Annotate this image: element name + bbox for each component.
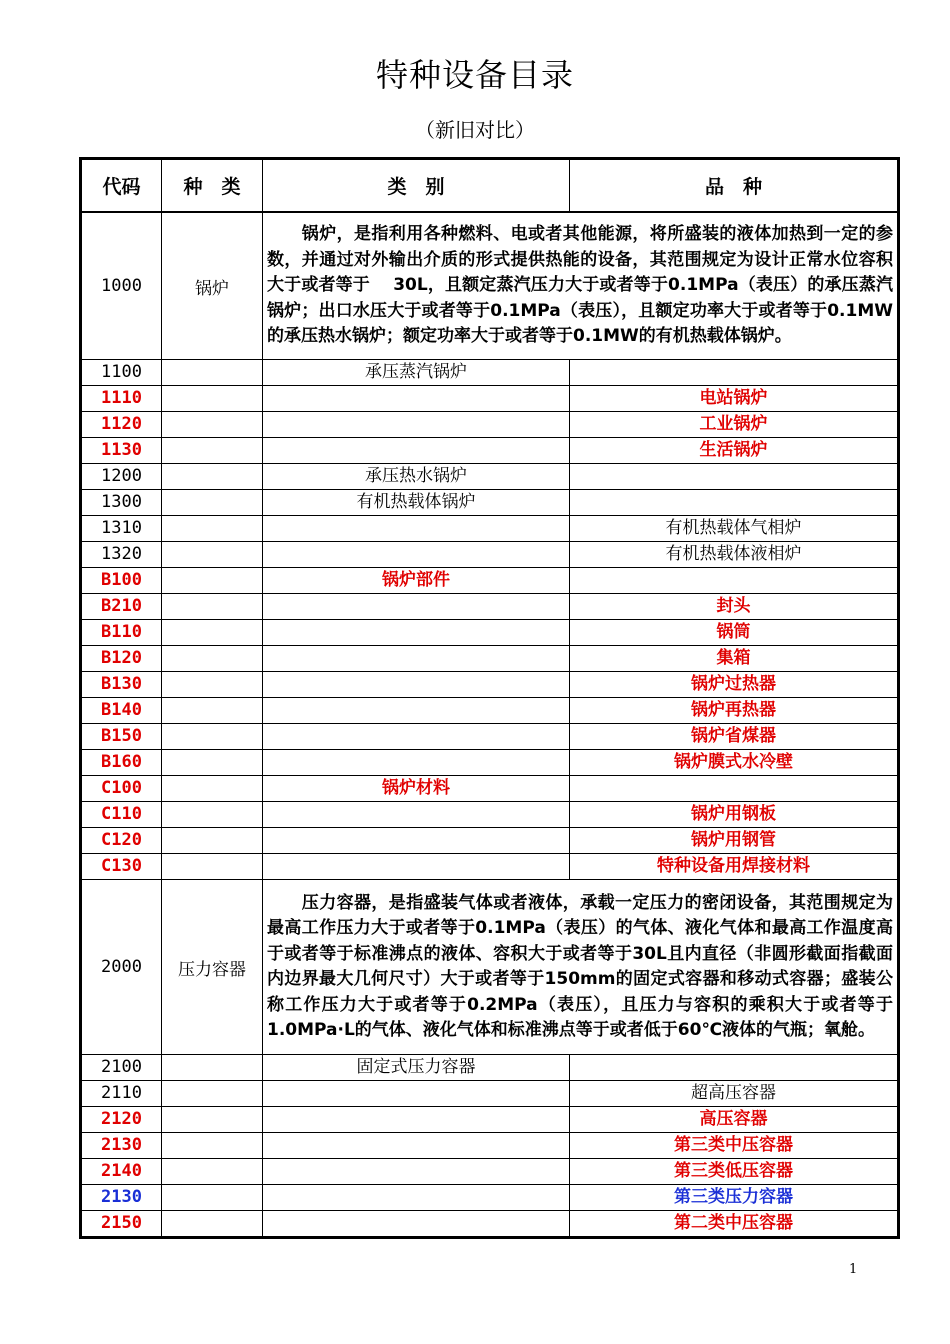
row-category: [263, 1185, 570, 1211]
table-row: [81, 854, 899, 880]
row-kind: [162, 516, 263, 542]
table-row: [81, 1133, 899, 1159]
row-category: [263, 620, 570, 646]
row-code: 1100: [81, 360, 162, 386]
row-code: 1300: [81, 490, 162, 516]
table-row: [81, 1185, 899, 1211]
row-category: [263, 672, 570, 698]
row-code: B110: [81, 620, 162, 646]
row-kind: [162, 1133, 263, 1159]
row-code: C130: [81, 854, 162, 880]
row-variety: 第二类中压容器: [570, 1211, 899, 1238]
row-code: 1200: [81, 464, 162, 490]
row-variety: 集箱: [570, 646, 899, 672]
row-kind: [162, 568, 263, 594]
table-row: [81, 568, 899, 594]
table-row: [81, 802, 899, 828]
header-kind: 种 类: [162, 159, 263, 213]
table-row: [81, 360, 899, 386]
table-row: [81, 646, 899, 672]
row-category: 锅炉部件: [263, 568, 570, 594]
row-category: [263, 386, 570, 412]
table-header-row: [81, 159, 899, 213]
table-row: [81, 464, 899, 490]
table-row: [81, 594, 899, 620]
row-code: 2100: [81, 1055, 162, 1081]
row-code: B160: [81, 750, 162, 776]
row-code: B120: [81, 646, 162, 672]
section-kind: 压力容器: [162, 880, 263, 1055]
section-kind: 锅炉: [162, 212, 263, 360]
document-title: 特种设备目录: [375, 56, 574, 94]
table-row: [81, 828, 899, 854]
row-category: [263, 542, 570, 568]
row-code: 2120: [81, 1107, 162, 1133]
table-row: [81, 672, 899, 698]
table-row: [81, 620, 899, 646]
row-code: C100: [81, 776, 162, 802]
row-kind: [162, 1107, 263, 1133]
row-category: 锅炉材料: [263, 776, 570, 802]
row-kind: [162, 672, 263, 698]
row-category: [263, 516, 570, 542]
row-kind: [162, 386, 263, 412]
header-variety: 品 种: [570, 159, 899, 213]
table-row: [81, 386, 899, 412]
row-code: 2140: [81, 1159, 162, 1185]
equipment-catalog-table: [79, 157, 900, 1239]
row-kind: [162, 464, 263, 490]
row-kind: [162, 542, 263, 568]
row-code: 2110: [81, 1081, 162, 1107]
table-row: [81, 1055, 899, 1081]
row-code: B140: [81, 698, 162, 724]
row-variety: [570, 464, 899, 490]
row-category: [263, 1159, 570, 1185]
section-code: 1000: [81, 212, 162, 360]
row-variety: 第三类低压容器: [570, 1159, 899, 1185]
row-variety: 锅炉用钢管: [570, 828, 899, 854]
row-variety: [570, 490, 899, 516]
row-code: 2130: [81, 1185, 162, 1211]
row-variety: [570, 776, 899, 802]
row-category: 固定式压力容器: [263, 1055, 570, 1081]
row-category: [263, 412, 570, 438]
row-variety: 第三类压力容器: [570, 1185, 899, 1211]
table-row: [81, 1107, 899, 1133]
row-kind: [162, 646, 263, 672]
row-variety: 锅炉膜式水冷壁: [570, 750, 899, 776]
row-variety: 生活锅炉: [570, 438, 899, 464]
row-category: 承压蒸汽锅炉: [263, 360, 570, 386]
boiler-rows: [81, 360, 899, 880]
row-kind: [162, 360, 263, 386]
row-kind: [162, 828, 263, 854]
row-category: [263, 1133, 570, 1159]
row-category: [263, 802, 570, 828]
table-row: [81, 490, 899, 516]
row-code: 1120: [81, 412, 162, 438]
row-variety: [570, 360, 899, 386]
section-row-pressure-vessel: [81, 880, 899, 1055]
row-category: [263, 1211, 570, 1238]
section-description: 锅炉，是指利用各种燃料、电或者其他能源，将所盛装的液体加热到一定的参数，并通过对外输出介质的形式提供热能的设备，其范围规定为设计正常水位容积大于或者等于 30L，且额定蒸汽压力大于或者等于0.1MPa（表压）的承压蒸汽锅炉；出口水压大于或者等于0.1MPa（表压），且额定功率大于或者等于0.1MW的承压热水锅炉；额定功率大于或者等于0.1MW的有机热载体锅炉。: [263, 212, 899, 360]
row-code: 1310: [81, 516, 162, 542]
table-row: [81, 438, 899, 464]
section-code: 2000: [81, 880, 162, 1055]
table-row: [81, 1211, 899, 1238]
row-variety: 锅筒: [570, 620, 899, 646]
row-code: C120: [81, 828, 162, 854]
row-kind: [162, 594, 263, 620]
section-description: 压力容器，是指盛装气体或者液体，承载一定压力的密闭设备，其范围规定为最高工作压力大于或者等于0.1MPa（表压）的气体、液化气体和最高工作温度高于或者等于标准沸点的液体、容积大于或者等于30L且内直径（非圆形截面指截面内边界最大几何尺寸）大于或者等于150mm的固定式容器和移动式容器；盛装公称工作压力大于或者等于0.2MPa（表压），且压力与容积的乘积大于或者等于1.0MPa·L的气体、液化气体和标准沸点等于或者低于60℃液体的气瓶；氧舱。: [263, 880, 899, 1055]
row-variety: 锅炉过热器: [570, 672, 899, 698]
row-category: [263, 1081, 570, 1107]
row-kind: [162, 724, 263, 750]
row-variety: 电站锅炉: [570, 386, 899, 412]
row-category: [263, 1107, 570, 1133]
row-kind: [162, 1211, 263, 1238]
row-variety: 超高压容器: [570, 1081, 899, 1107]
row-kind: [162, 1055, 263, 1081]
row-kind: [162, 854, 263, 880]
row-category: [263, 438, 570, 464]
row-code: 1320: [81, 542, 162, 568]
header-code: 代码: [81, 159, 162, 213]
table-row: [81, 412, 899, 438]
row-code: 2130: [81, 1133, 162, 1159]
row-category: [263, 750, 570, 776]
row-variety: 高压容器: [570, 1107, 899, 1133]
row-category: 有机热载体锅炉: [263, 490, 570, 516]
row-variety: 锅炉再热器: [570, 698, 899, 724]
table-row: [81, 776, 899, 802]
row-variety: 锅炉用钢板: [570, 802, 899, 828]
row-variety: 有机热载体液相炉: [570, 542, 899, 568]
table-row: [81, 750, 899, 776]
row-kind: [162, 802, 263, 828]
row-code: 1130: [81, 438, 162, 464]
row-code: B210: [81, 594, 162, 620]
row-category: [263, 594, 570, 620]
row-category: [263, 698, 570, 724]
row-variety: 工业锅炉: [570, 412, 899, 438]
row-category: [263, 724, 570, 750]
document-subtitle: （新旧对比）: [415, 118, 535, 142]
row-variety: [570, 1055, 899, 1081]
row-category: [263, 646, 570, 672]
page-number: 1: [849, 1262, 858, 1277]
row-kind: [162, 698, 263, 724]
row-code: B130: [81, 672, 162, 698]
table-row: [81, 698, 899, 724]
row-kind: [162, 1081, 263, 1107]
row-kind: [162, 1159, 263, 1185]
row-variety: 第三类中压容器: [570, 1133, 899, 1159]
row-variety: 特种设备用焊接材料: [570, 854, 899, 880]
table-row: [81, 724, 899, 750]
table-row: [81, 1081, 899, 1107]
table-row: [81, 516, 899, 542]
row-kind: [162, 438, 263, 464]
row-variety: [570, 568, 899, 594]
row-code: C110: [81, 802, 162, 828]
section-row-boiler: [81, 212, 899, 360]
table-row: [81, 1159, 899, 1185]
row-kind: [162, 620, 263, 646]
row-category: [263, 828, 570, 854]
row-variety: 封头: [570, 594, 899, 620]
row-kind: [162, 412, 263, 438]
row-category: 承压热水锅炉: [263, 464, 570, 490]
vessel-rows: [81, 1055, 899, 1238]
row-code: B150: [81, 724, 162, 750]
row-category: [263, 854, 570, 880]
row-variety: 锅炉省煤器: [570, 724, 899, 750]
row-kind: [162, 490, 263, 516]
row-code: 1110: [81, 386, 162, 412]
header-category: 类 别: [263, 159, 570, 213]
table-row: [81, 542, 899, 568]
row-kind: [162, 750, 263, 776]
row-code: 2150: [81, 1211, 162, 1238]
row-kind: [162, 1185, 263, 1211]
row-code: B100: [81, 568, 162, 594]
row-variety: 有机热载体气相炉: [570, 516, 899, 542]
row-kind: [162, 776, 263, 802]
